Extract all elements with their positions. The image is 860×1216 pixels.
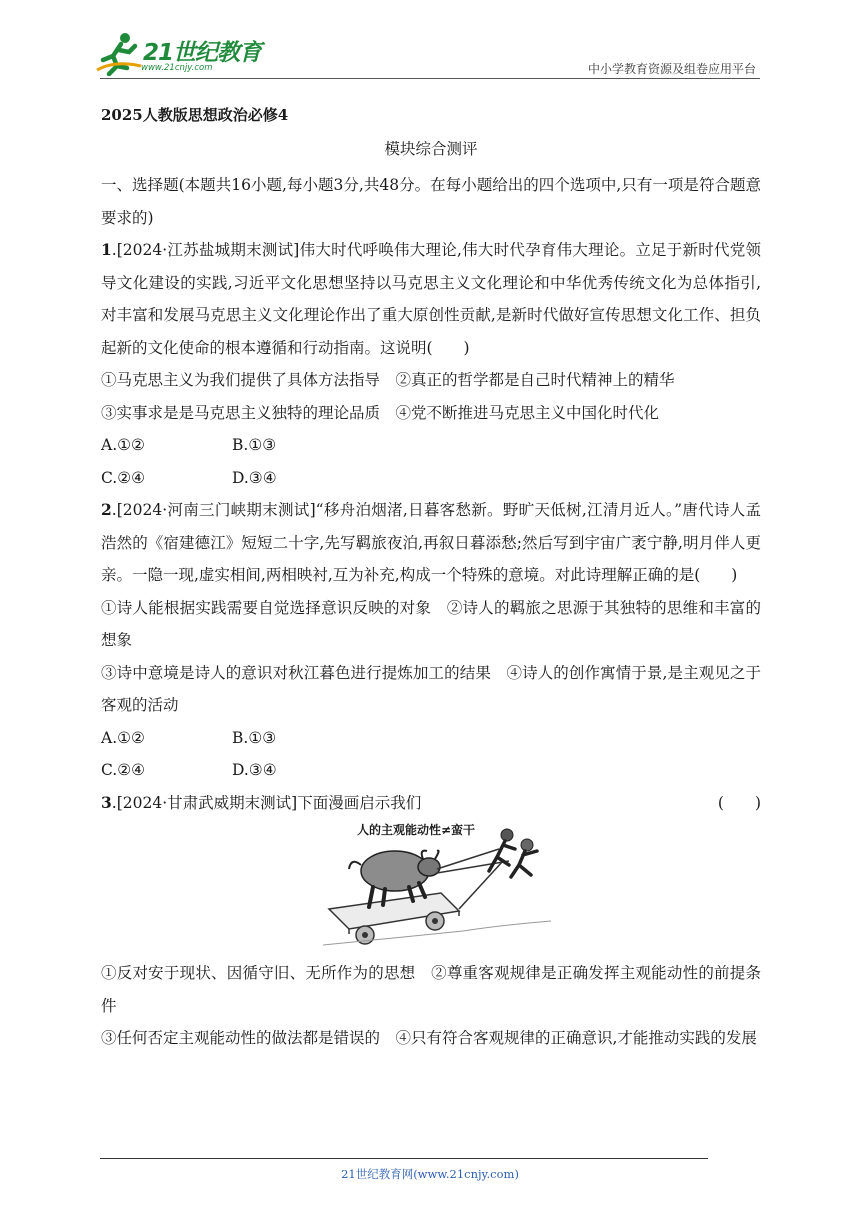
option-b[interactable]: B.①③ [232, 728, 277, 747]
runner-icon [95, 30, 143, 76]
options-row [101, 429, 761, 462]
section-heading: 一、选择题(本题共16小题,每小题3分,共48分。在每小题给出的四个选项中,只有一项是符合题意要求的) [101, 176, 761, 227]
options-row [101, 754, 761, 787]
course-title: 2025人教版思想政治必修4 [101, 106, 289, 124]
footer-link[interactable]: 21世纪教育网(www.21cnjy.com) [341, 1167, 519, 1181]
question-3 [101, 787, 761, 1055]
question-stem: 3.[2024·甘肃武威期末测试]下面漫画启示我们 ( ) [101, 787, 761, 820]
statement-line: ③诗中意境是诗人的意识对秋江暮色进行提炼加工的结果 ④诗人的创作寓情于景,是主观见之于客观的活动 [101, 663, 761, 714]
page-header [0, 0, 860, 80]
options-row [101, 462, 761, 495]
cartoon-figure [101, 821, 761, 951]
statement-line: ①反对安于现状、因循守旧、无所作为的思想 ②尊重客观规律是正确发挥主观能动性的前提条件 [101, 964, 761, 1015]
platform-label: 中小学教育资源及组卷应用平台 [587, 62, 756, 76]
statement-line: ③任何否定主观能动性的做法都是错误的 ④只有符合客观规律的正确意识,才能推动实践的发展 [101, 1029, 757, 1047]
option-a[interactable]: A.①② [101, 436, 145, 454]
header-divider [100, 78, 760, 79]
footer-divider [100, 1158, 708, 1159]
options-row [101, 722, 761, 755]
statement-line: ①诗人能根据实践需要自觉选择意识反映的对象 ②诗人的羁旅之思源于其独特的思维和丰富的想象 [101, 598, 761, 649]
question-stem: 2.[2024·河南三门峡期末测试]“移舟泊烟渚,日暮客愁新。野旷天低树,江清月近人。”唐代诗人孟浩然的《宿建德江》短短二十字,先写羁旅夜泊,再叙日暮添愁;然后写到宇宙广袤宁静,明月伴人更亲。一隐一现,虚实相间,两相映衬,互为补充,构成一个特殊的意境。对此诗理解正确的是( ) [101, 500, 761, 584]
option-c[interactable]: C.②④ [101, 468, 146, 487]
cartoon-image [323, 821, 553, 951]
statement-line: ①马克思主义为我们提供了具体方法指导 ②真正的哲学都是自己时代精神上的精华 [101, 371, 675, 389]
option-d[interactable]: D.③④ [232, 761, 277, 779]
logo-text: 21世纪教育 [143, 40, 262, 66]
option-c[interactable]: C.②④ [101, 761, 146, 779]
statement-line: ③实事求是是马克思主义独特的理论品质 ④党不断推进马克思主义中国化时代化 [101, 403, 660, 422]
site-logo[interactable] [95, 30, 265, 80]
question-stem: 1.[2024·江苏盐城期末测试]伟大时代呼唤伟大理论,伟大时代孕育伟大理论。立足于新时代党领导文化建设的实践,习近平文化思想坚持以马克思主义文化理论和中华优秀传统文化为总体指引,对丰富和发展马克思主义文化理论作出了重大原创性贡献,是新时代做好宣传思想文化工作、担负起新的文化使命的根本遵循和行动指南。这说明( ) [101, 240, 761, 357]
option-d[interactable]: D.③④ [232, 468, 277, 487]
question-2 [101, 494, 761, 787]
cartoon-caption: 人的主观能动性≠蛮干 [356, 823, 476, 837]
option-b[interactable]: B.①③ [232, 436, 277, 454]
document-body [101, 103, 761, 1055]
option-a[interactable]: A.①② [101, 728, 145, 747]
question-1 [101, 234, 761, 494]
answer-paren: ( ) [717, 793, 761, 812]
page-title: 模块综合测评 [384, 140, 478, 158]
logo-url: www.21cnjy.com [141, 63, 213, 73]
